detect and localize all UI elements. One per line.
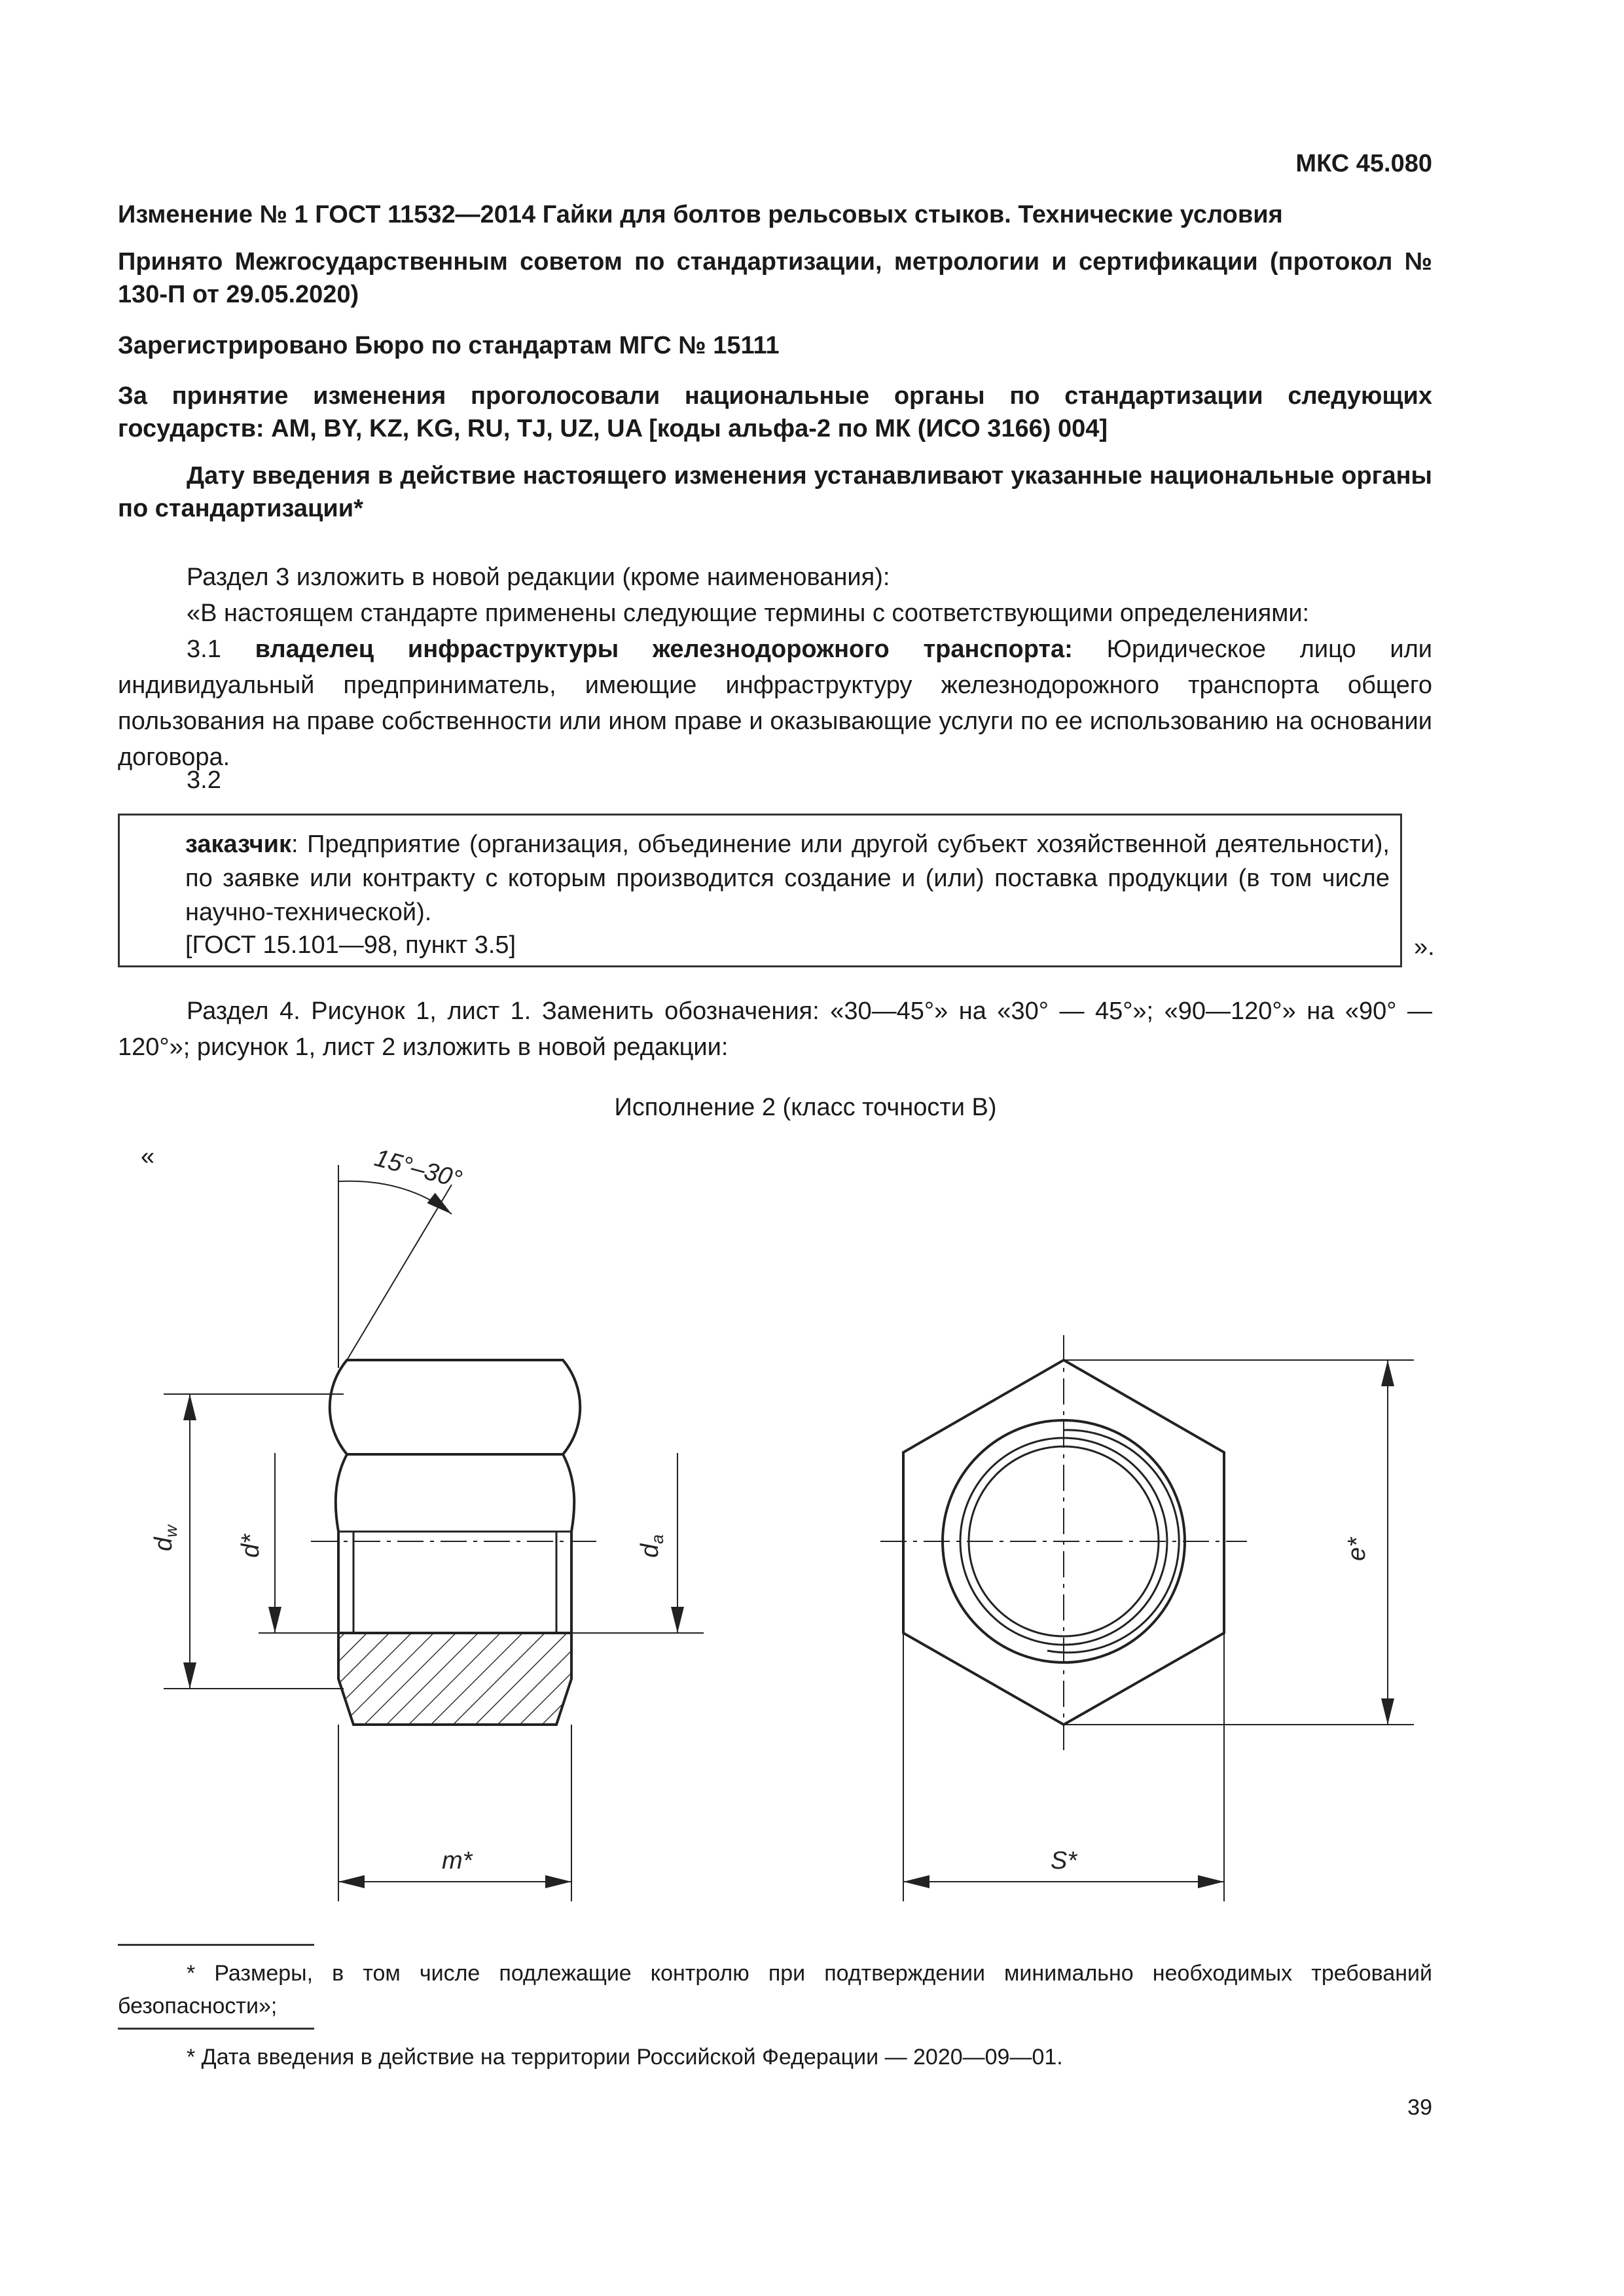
- term-3-1-definition: Юридическое лицо или индивидуальный предприниматель, имеющие инфраструктуру железнодорожного транспорта общего пользования на праве собственности или ином праве и оказывающие услуги по ее использованию на основании договора.: [118, 636, 1432, 771]
- term-3-1-number: 3.1: [187, 636, 221, 663]
- term-3-2-name: заказчик: [185, 831, 292, 858]
- s-label: S*: [1051, 1847, 1077, 1874]
- section4-instruction: Раздел 4. Рисунок 1, лист 1. Заменить обозначения: «30—45°» на «30° — 45°»; «90—120°» на «90° — 120°»; рисунок 1, лист 2 изложить в новой редакции:: [118, 997, 1432, 1061]
- section3-intro: Раздел 3 изложить в новой редакции (кроме наименования):: [187, 564, 890, 591]
- figure-caption: Исполнение 2 (класс точности В): [614, 1094, 997, 1121]
- mks-code: МКС 45.080: [1295, 150, 1432, 177]
- m-label: m*: [442, 1847, 473, 1874]
- term-3-2-definition: : Предприятие (организация, объединение или другой субъект хозяйственной деятельности), по заявке или контракту с которым производится создание и (или) поставка продукции (в том числе научно-технической).: [185, 831, 1390, 926]
- svg-text:dw: $d_w$: [150, 1525, 181, 1551]
- adopted-note: Принято Межгосударственным советом по стандартизации, метрологии и сертификации (протокол № 130-П от 29.05.2020): [118, 248, 1432, 308]
- change-title: Изменение № 1 ГОСТ 11532—2014 Гайки для болтов рельсовых стыков. Технические условия: [118, 201, 1283, 228]
- registered-note: Зарегистрировано Бюро по стандартам МГС № 15111: [118, 332, 780, 359]
- footnote-separator-2: [118, 2028, 314, 2030]
- term-3-1-name: владелец инфраструктуры железнодорожного транспорта:: [255, 636, 1073, 663]
- footnote-1: * Размеры, в том числе подлежащие контролю при подтверждении минимально необходимых требований безопасности»;: [118, 1961, 1432, 2018]
- terms-intro: «В настоящем стандарте применены следующие термины с соответствующими определениями:: [187, 600, 1310, 627]
- footnote-separator-1: [118, 1944, 314, 1946]
- footnote-2: * Дата введения в действие на территории Российской Федерации — 2020—09—01.: [187, 2045, 1063, 2070]
- term-3-2-number: 3.2: [187, 766, 221, 794]
- svg-text:da: $d_a$: [636, 1534, 667, 1558]
- closing-quote: ».: [1414, 933, 1435, 961]
- term-3-2-reference: [ГОСТ 15.101—98, пункт 3.5]: [185, 931, 516, 959]
- voted-note: За принятие изменения проголосовали национальные органы по стандартизации следующих государств: AM, BY, KZ, KG, RU, TJ, UZ, UA [коды альфа-2 по МК (ИСО 3166) 004]: [118, 382, 1432, 442]
- dw-label: [150, 1524, 181, 1551]
- da-label: [636, 1534, 667, 1558]
- d-label: d*: [237, 1534, 264, 1558]
- nut-top-view: [880, 1335, 1414, 1901]
- angle-label: 15°–30°: [371, 1144, 465, 1194]
- date-note: Дату введения в действие настоящего изменения устанавливают указанные национальные органы по стандартизации*: [118, 462, 1432, 522]
- figure-open-quote: «: [141, 1143, 155, 1170]
- e-label: e*: [1343, 1537, 1371, 1561]
- nut-side-view: [164, 1165, 704, 1901]
- page-number: 39: [1407, 2095, 1432, 2120]
